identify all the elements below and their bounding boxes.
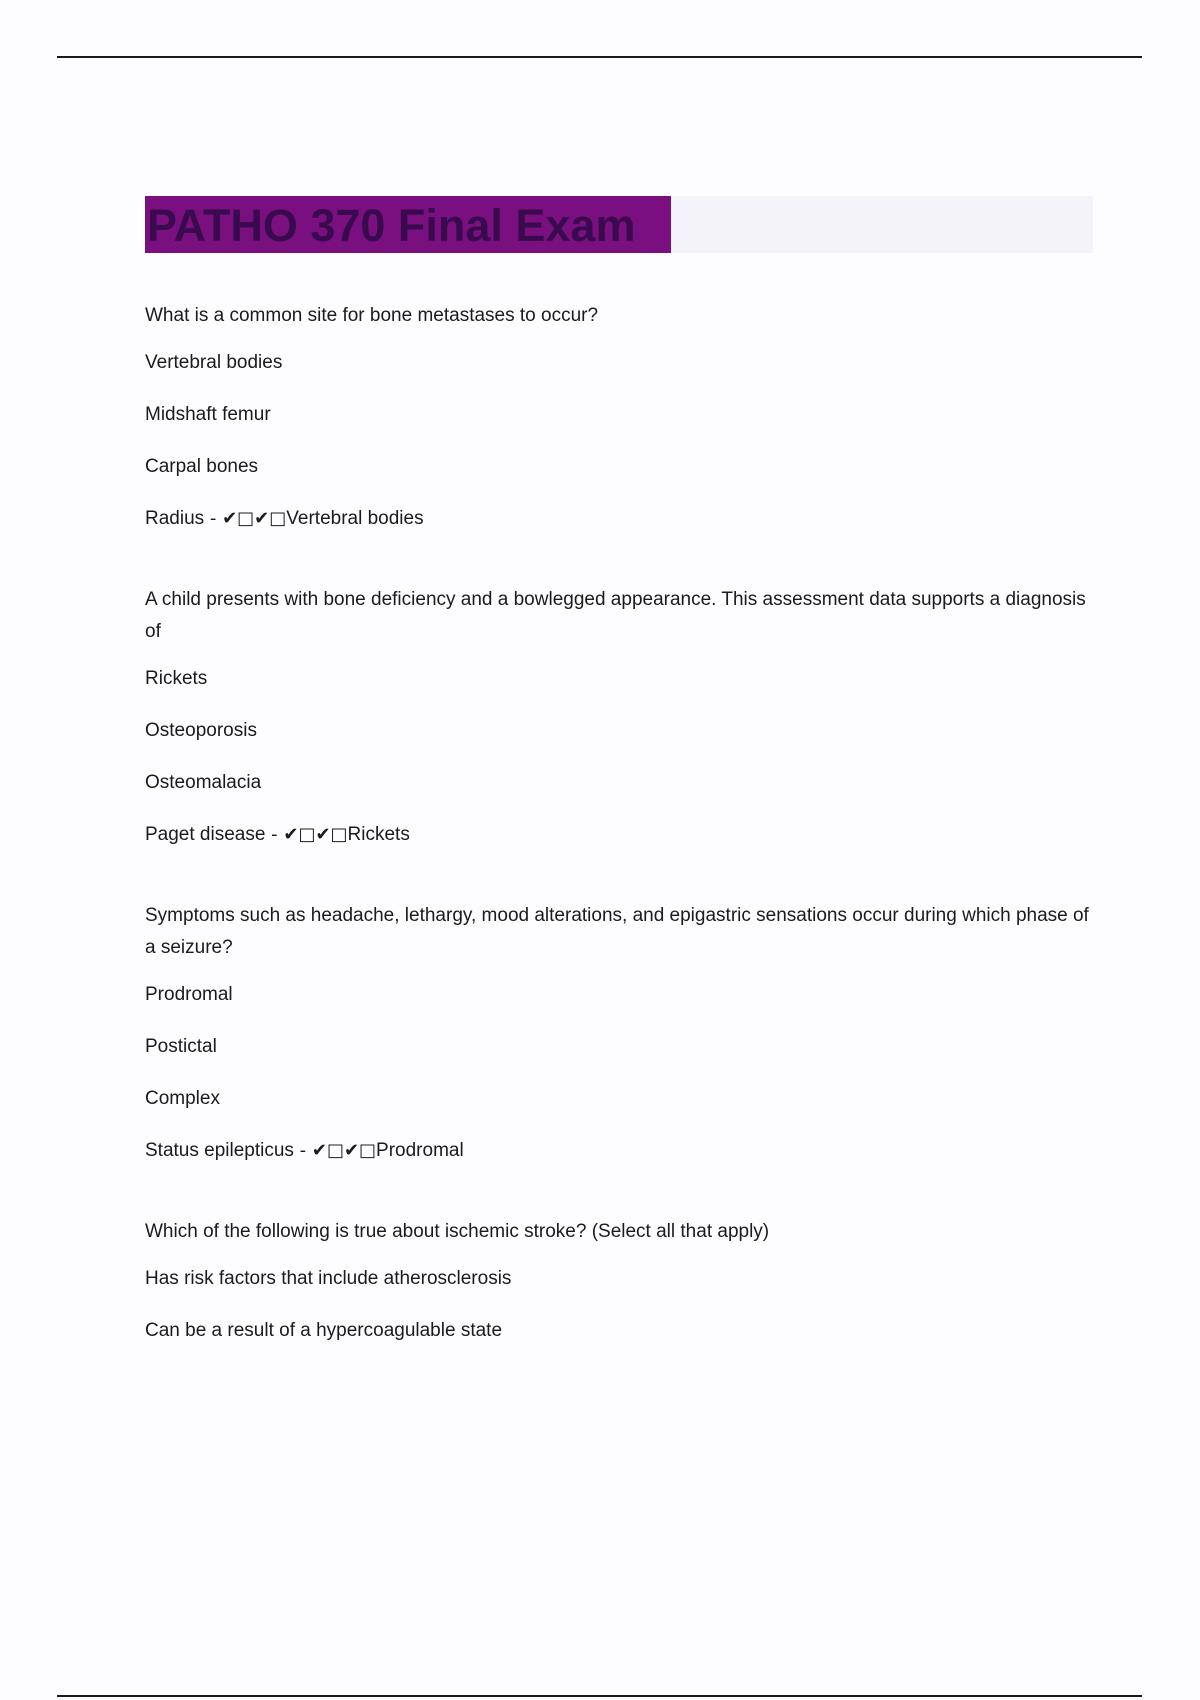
option: Postictal xyxy=(145,1036,217,1057)
option: Status epilepticus xyxy=(145,1140,294,1161)
option: Carpal bones xyxy=(145,456,259,477)
option: Midshaft femur xyxy=(145,404,271,425)
exam-content xyxy=(145,300,1095,1396)
title-highlight xyxy=(145,196,671,253)
option: Complex xyxy=(145,1088,220,1109)
answer-check-marks: - ✔□✔□ xyxy=(204,508,287,529)
top-rule xyxy=(57,56,1142,58)
option: Osteoporosis xyxy=(145,720,257,741)
question-text: Symptoms such as headache, lethargy, mood alterations, and epigastric sensations occur during which phase of a seizure? xyxy=(145,905,1089,958)
option: Osteomalacia xyxy=(145,772,262,793)
answer-check-marks: - ✔□✔□ xyxy=(265,824,348,845)
option: Prodromal xyxy=(145,984,233,1005)
correct-answer: Vertebral bodies xyxy=(286,508,424,529)
question-block-3 xyxy=(145,900,1095,1164)
question-text: A child presents with bone deficiency and a bowlegged appearance. This assessment data supports a diagnosis of xyxy=(145,589,1086,642)
page-title: PATHO 370 Final Exam xyxy=(147,200,636,251)
correct-answer: Rickets xyxy=(347,824,410,845)
option: Vertebral bodies xyxy=(145,352,283,373)
option: Rickets xyxy=(145,668,208,689)
question-block-1 xyxy=(145,300,1095,532)
bottom-rule xyxy=(57,1695,1142,1697)
option: Paget disease xyxy=(145,824,266,845)
question-text: What is a common site for bone metastases to occur? xyxy=(145,305,599,326)
option: Can be a result of a hypercoagulable state xyxy=(145,1320,503,1341)
option-with-answer xyxy=(145,822,1095,848)
correct-answer: Prodromal xyxy=(376,1140,464,1161)
option-with-answer xyxy=(145,1138,1095,1164)
answer-check-marks: - ✔□✔□ xyxy=(293,1140,377,1161)
question-block-4 xyxy=(145,1216,1095,1344)
option: Radius xyxy=(145,508,205,529)
option-with-answer xyxy=(145,506,1095,532)
option: Has risk factors that include atherosclerosis xyxy=(145,1268,512,1289)
question-text: Which of the following is true about ischemic stroke? (Select all that apply) xyxy=(145,1221,770,1242)
question-block-2 xyxy=(145,584,1095,848)
